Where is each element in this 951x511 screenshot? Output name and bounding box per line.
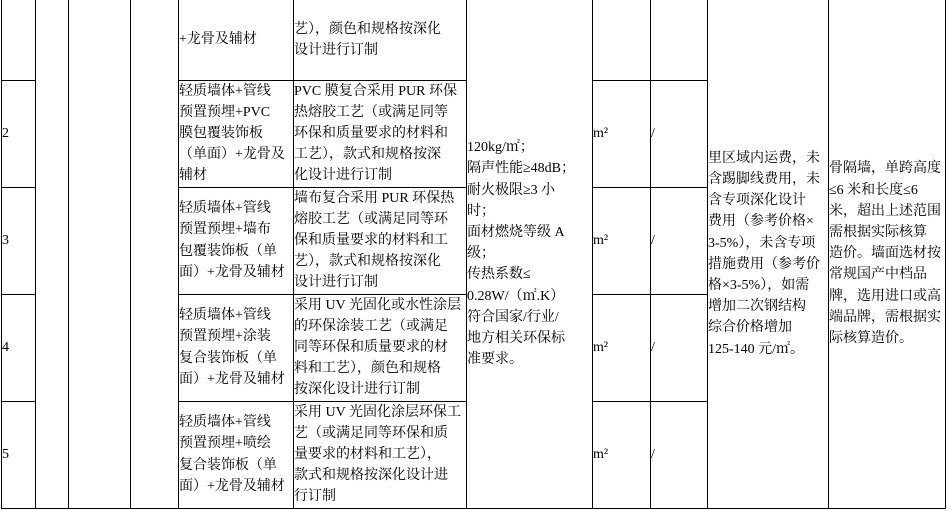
unit-cell: m² [593, 294, 651, 401]
subcategory-cell [69, 0, 131, 508]
item-cell: 轻质墙体+管线 预置预埋+涂装 复合装饰板（单 面）+龙骨及辅材 [179, 294, 294, 401]
item-cell: 轻质墙体+管线 预置预埋+PVC 膜包覆装饰板 （单面）+龙骨及 辅材 [179, 80, 294, 187]
process-cell: 墙布复合采用 PUR 环保热 熔胶工艺（或满足同等环 保和质量要求的材料和工 艺），款式和规格按深化 设计进行订制 [294, 187, 467, 294]
pricing-note-cell: 里区域内运费，未 含踢脚线费用，未 含专项深化设计 费用（参考价格× 3-5%），未含专项 措施费用（参考价 格×3-5%），如需 增加二次钢结构 综合价格增加 125-140 元/㎡。 [708, 0, 829, 508]
item-cell: +龙骨及辅材 [179, 0, 294, 80]
spec-table [1, 0, 946, 509]
type-cell [131, 0, 179, 508]
unit-cell [593, 0, 651, 80]
remarks-cell: 骨隔墙，单跨高度 ≤6 米和长度≤6 米，超出上述范围 需根据实际核算 造价。墙面选材按 常规国产中档品 牌，选用进口或高 端品牌，需根据实 际核算造价。 [829, 0, 946, 508]
unit-cell: m² [593, 401, 651, 508]
value-cell: / [651, 80, 708, 187]
process-cell: 采用 UV 光固化涂层环保工 艺（或满足同等环保和质 量要求的材料和工艺）， 款式和规格按深化设计进 行订制 [294, 401, 467, 508]
row-number-cell [2, 0, 36, 80]
unit-cell: m² [593, 80, 651, 187]
row-number-cell: 4 [2, 294, 36, 401]
table-row [2, 0, 946, 80]
performance-cell: 120kg/㎡； 隔声性能≥48dB； 耐火极限≥3 小 时； 面材燃烧等级 A 级； 传热系数≤ 0.28W/（㎡.K） 符合国家/行业/ 地方相关环保标 准要求。 [467, 0, 593, 508]
value-cell: / [651, 187, 708, 294]
process-cell: 艺），颜色和规格按深化 设计进行订制 [294, 0, 467, 80]
item-cell: 轻质墙体+管线 预置预埋+喷绘 复合装饰板（单 面）+龙骨及辅材 [179, 401, 294, 508]
value-cell: / [651, 401, 708, 508]
row-number-cell: 3 [2, 187, 36, 294]
value-cell: / [651, 294, 708, 401]
category-cell [36, 0, 69, 508]
unit-cell: m² [593, 187, 651, 294]
item-cell: 轻质墙体+管线 预置预埋+墙布 包覆装饰板（单 面）+龙骨及辅材 [179, 187, 294, 294]
process-cell: 采用 UV 光固化或水性涂层 的环保涂装工艺（或满足 同等环保和质量要求的材 料和工艺），颜色和规格 按深化设计进行订制 [294, 294, 467, 401]
row-number-cell: 5 [2, 401, 36, 508]
value-cell [651, 0, 708, 80]
row-number-cell: 2 [2, 80, 36, 187]
process-cell: PVC 膜复合采用 PUR 环保 热熔胶工艺（或满足同等 环保和质量要求的材料和 工艺），款式和规格按深 化设计进行订制 [294, 80, 467, 187]
